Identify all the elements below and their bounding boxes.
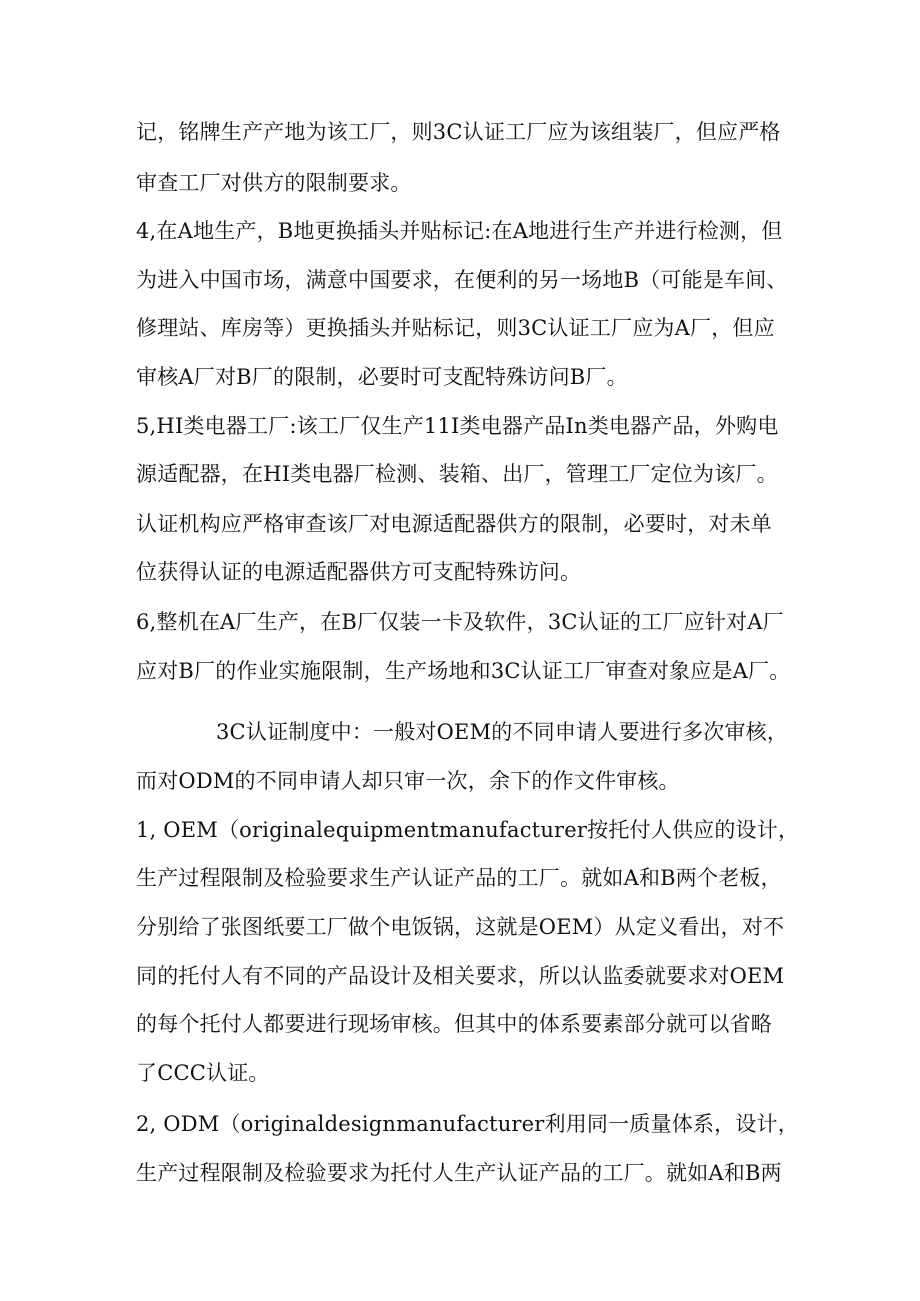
- text-line: 5,HI类电器工厂:该工厂仅生产11I类电器产品In类电器产品，外购电: [136, 414, 779, 438]
- text-line: 审查工厂对供方的限制要求。: [136, 171, 412, 195]
- text-line: 6,整机在A厂生产，在B厂仅装一卡及软件，3C认证的工厂应针对A厂: [136, 610, 784, 634]
- text-line: 而对ODM的不同申请人却只审一次，余下的作文件审核。: [136, 769, 680, 793]
- text-line: 3C认证制度中：一般对OEM的不同申请人要进行多次审核，: [216, 720, 789, 744]
- text-line: 应对B厂的作业实施限制，生产场地和3C认证工厂审查对象应是A厂。: [136, 659, 791, 683]
- text-line: 同的托付人有不同的产品设计及相关要求，所以认监委就要求对OEM: [136, 964, 785, 988]
- text-line: 4,在A地生产，B地更换插头并贴标记:在A地进行生产并进行检测，但: [136, 219, 783, 243]
- text-line: 记，铭牌生产产地为该工厂，则3C认证工厂应为该组装厂，但应严格: [136, 120, 781, 144]
- text-line: 认证机构应严格审查该厂对电源适配器供方的限制，必要时，对未单: [136, 512, 772, 536]
- text-line: 为进入中国市场，满意中国要求，在便利的另一场地B（可能是车间、: [136, 268, 788, 292]
- text-line: 生产过程限制及检验要求生产认证产品的工厂。就如A和B两个老板，: [136, 866, 782, 890]
- text-line: 源适配器，在HI类电器厂检测、装箱、出厂，管理工厂定位为该厂。: [136, 462, 778, 486]
- text-line: 审核A厂对B厂的限制，必要时可支配特殊访问B厂。: [136, 365, 628, 389]
- text-line: 1, OEM（originalequipmentmanufacturer按托付人供应的设计，: [136, 818, 800, 842]
- text-line: 修理站、库房等）更换插头并贴标记，则3C认证工厂应为A厂，但应: [136, 316, 775, 340]
- text-line: 位获得认证的电源适配器供方可支配特殊访问。: [136, 560, 582, 584]
- text-line: 2, ODM（originaldesignmanufacturer利用同一质量体系，设计，: [136, 1112, 799, 1136]
- text-line: 的每个托付人都要进行现场审核。但其中的体系要素部分就可以省略: [136, 1012, 772, 1036]
- text-line: 生产过程限制及检验要求为托付人生产认证产品的工厂。就如A和B两: [136, 1161, 782, 1185]
- text-line: 分别给了张图纸要工厂做个电饭锅，这就是OEM）从定义看出，对不: [136, 915, 785, 939]
- text-line: 了CCC认证。: [136, 1061, 270, 1085]
